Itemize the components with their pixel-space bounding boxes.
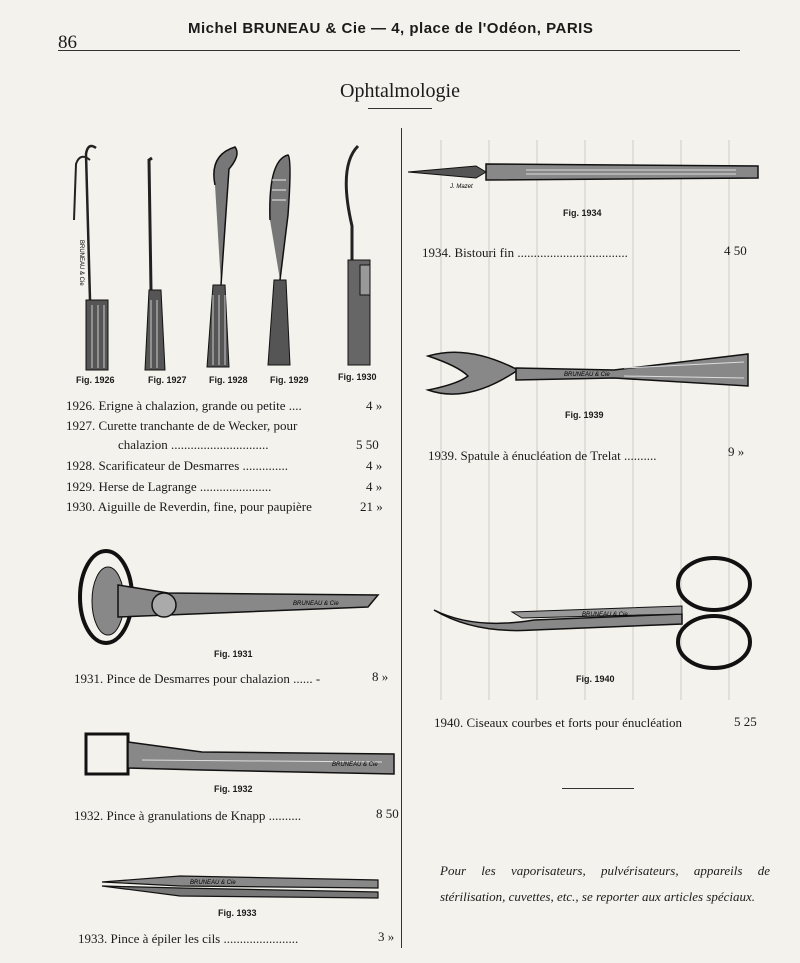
entry-1930: 1930. Aiguille de Reverdin, fine, pour paupière [66,499,312,514]
price-1934: 4 50 [724,243,747,258]
entry-1932: 1932. Pince à granulations de Knapp .......... [74,808,302,823]
fig-1940-caption: Fig. 1940 [576,674,615,684]
entry-1926: 1926. Erigne à chalazion, grande ou petite .... [66,398,302,413]
price-1928: 4 » [366,458,383,473]
price-1926: 4 » [366,398,383,413]
section-rule [562,788,634,789]
fig-1932-caption: Fig. 1932 [214,784,253,794]
bruneau-mark-1940: BRUNEAU & Cie [582,612,628,618]
pince-knapp-illustration [82,728,402,784]
entry-1931: 1931. Pince de Desmarres pour chalazion ...... - [74,671,321,686]
ciseaux-illustration [432,552,757,672]
entry-1928: 1928. Scarificateur de Desmarres .............. [66,458,289,473]
bruneau-mark: BRUNEAU & Cie [78,240,84,286]
scarificateur-illustration [195,145,245,375]
entry-1933: 1933. Pince à épiler les cils ....................... [78,931,299,946]
title-underline [368,108,432,109]
erigne-illustration [60,140,120,375]
bruneau-mark-1932: BRUNEAU & Cie [332,762,378,768]
fig-1929-caption: Fig. 1929 [270,375,309,385]
price-1929: 4 » [366,479,383,494]
entry-1939: 1939. Spatule à énucléation de Trelat .......... [428,448,657,463]
footnote: Pour les vaporisateurs, pulvérisateurs, appareils de stérilisation, cuvettes, etc., se reporter aux articles spéciaux. [440,863,770,904]
bruneau-mark-1939: BRUNEAU & Cie [564,372,610,378]
page-number: 86 [58,32,77,53]
fig-1930-caption: Fig. 1930 [338,372,377,382]
bruneau-mark-1933: BRUNEAU & Cie [190,880,236,886]
bistouri-illustration [406,156,762,190]
curette-illustration [135,150,175,375]
fig-1928-caption: Fig. 1928 [209,375,248,385]
price-1933: 3 » [378,929,395,944]
entry-1927-cont: chalazion .............................. [118,437,269,452]
mazet-mark: J. Mazet [450,184,473,190]
bruneau-mark-1931: BRUNEAU & Cie [293,601,339,607]
pince-desmarres-illustration [78,545,388,650]
entry-1934: 1934. Bistouri fin .................................. [422,245,628,260]
herse-illustration [260,150,300,375]
firm-name: Michel BRUNEAU & Cie — 4, place de l'Odéon, PARIS [188,20,594,37]
fig-1926-caption: Fig. 1926 [76,375,115,385]
price-1930: 21 » [360,499,383,514]
price-1927: 5 50 [356,437,379,452]
price-1932: 8 50 [376,806,399,821]
fig-1933-caption: Fig. 1933 [218,908,257,918]
fig-1927-caption: Fig. 1927 [148,375,187,385]
entry-1929: 1929. Herse de Lagrange ...................... [66,479,272,494]
column-divider [401,128,402,948]
section-title: Ophtalmologie [340,80,460,102]
price-1939: 9 » [728,444,745,459]
spatule-illustration [424,346,754,404]
fig-1934-caption: Fig. 1934 [563,208,602,218]
page-header [58,18,738,53]
fig-1931-caption: Fig. 1931 [214,649,253,659]
entry-1940: 1940. Ciseaux courbes et forts pour énucléation [434,715,683,730]
price-1940: 5 25 [734,714,757,729]
aiguille-illustration [330,140,380,375]
entry-1927: 1927. Curette tranchante de de Wecker, pour [66,418,298,433]
header-rule [58,50,740,51]
price-1931: 8 » [372,669,389,684]
pince-epiler-illustration [100,870,384,902]
fig-1939-caption: Fig. 1939 [565,410,604,420]
